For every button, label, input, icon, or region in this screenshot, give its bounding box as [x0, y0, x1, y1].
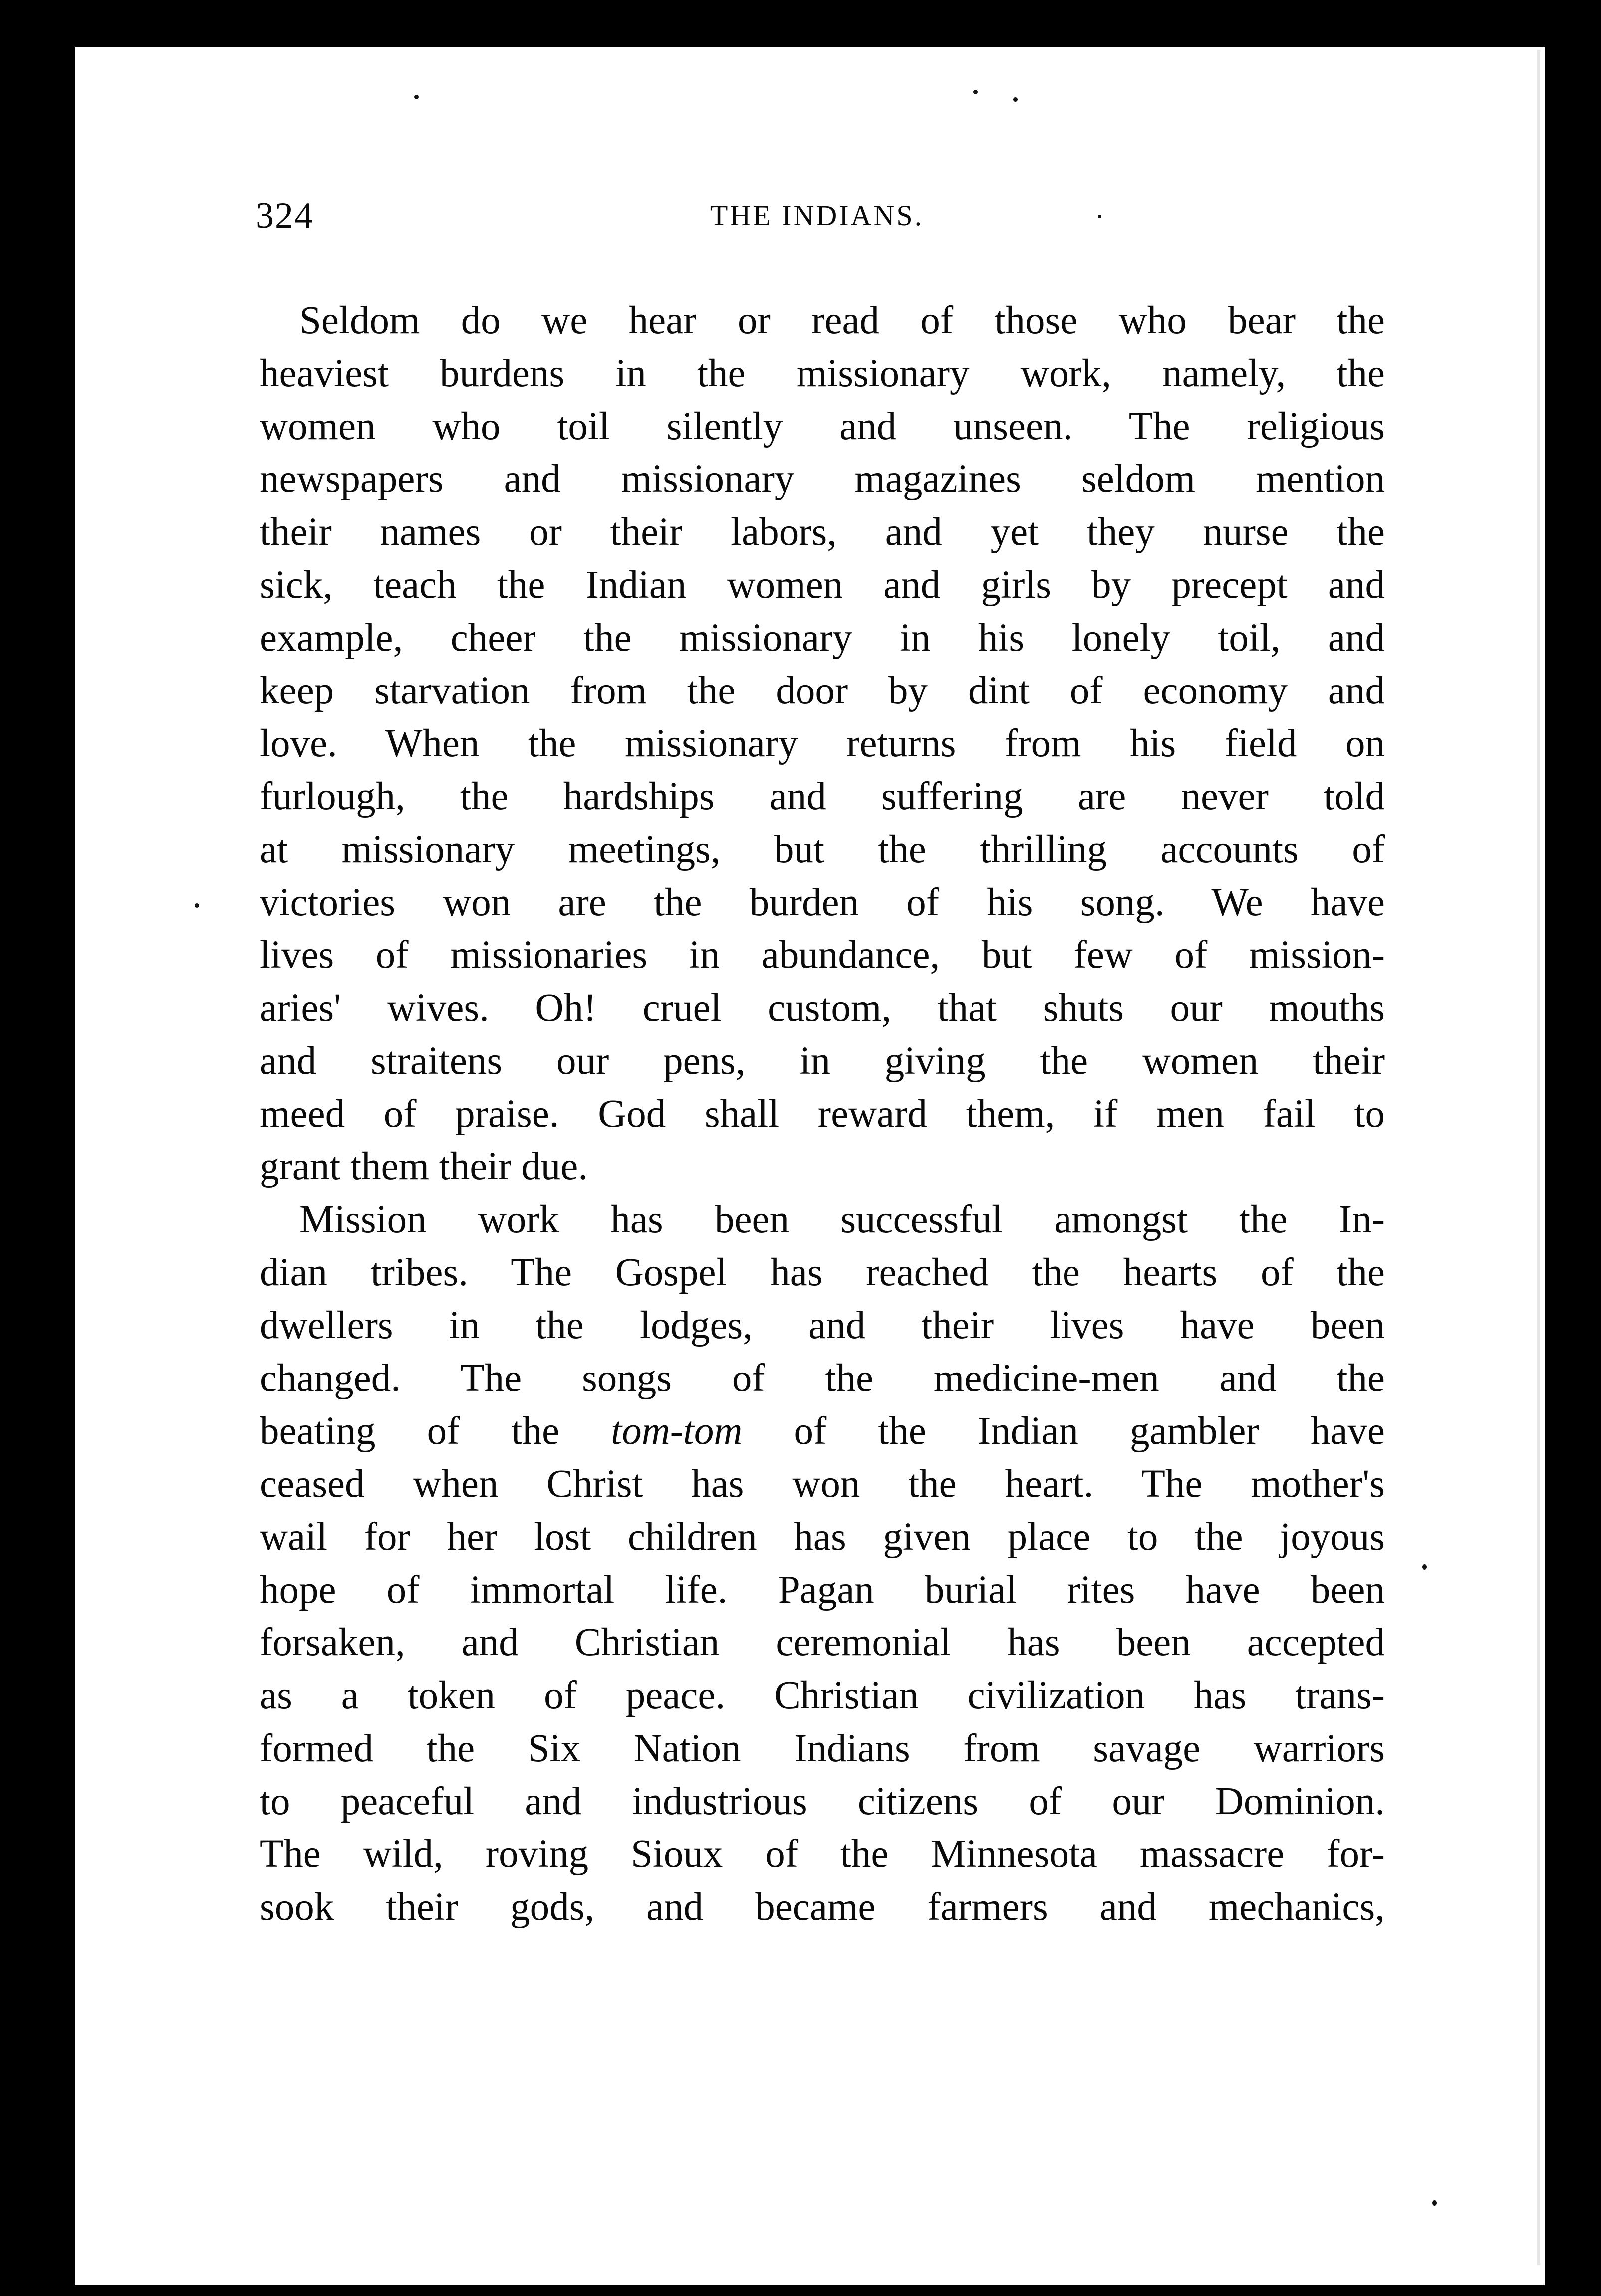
scan-speck [1432, 2200, 1437, 2206]
text-line: heaviest burdens in the missionary work, namely, the [260, 352, 1385, 395]
text-line: at missionary meetings, but the thrilling accounts of [260, 828, 1385, 871]
page-header [256, 195, 1378, 259]
text-line: sick, teach the Indian women and girls by precept and [260, 563, 1385, 607]
scan-speck [1013, 97, 1018, 102]
running-head: THE INDIANS. [710, 199, 924, 231]
text-line: love. When the missionary returns from his field on [260, 722, 1385, 765]
body-text [260, 294, 1385, 1934]
text-line: grant them their due. [260, 1145, 588, 1188]
text-line: furlough, the hardships and suffering are never told [260, 775, 1385, 818]
text-line: victories won are the burden of his song. We have [260, 881, 1385, 924]
scan-speck [1422, 1564, 1427, 1570]
text-line: changed. The songs of the medicine-men and the [260, 1357, 1385, 1400]
text-line: and straitens our pens, in giving the women their [260, 1039, 1385, 1083]
text-line: meed of praise. God shall reward them, if men fail to [260, 1092, 1385, 1136]
text-line: The wild, roving Sioux of the Minnesota massacre for- [260, 1833, 1385, 1876]
paragraph [260, 294, 1385, 1193]
text-line: forsaken, and Christian ceremonial has been accepted [260, 1621, 1385, 1664]
binding-edge [1545, 0, 1601, 2296]
text-line: hope of immortal life. Pagan burial rites have been [260, 1568, 1385, 1611]
text-line: lives of missionaries in abundance, but few of mission- [260, 933, 1385, 977]
text-line: to peaceful and industrious citizens of our Dominion. [260, 1780, 1385, 1823]
text-line: formed the Six Nation Indians from savage warriors [260, 1727, 1385, 1770]
page-number: 324 [256, 195, 314, 236]
scan-speck [195, 903, 199, 908]
text-line: Seldom do we hear or read of those who bear the [299, 299, 1385, 342]
text-line: beating of the tom-tom of the Indian gambler have [260, 1409, 1385, 1453]
text-line: wail for her lost children has given place to the joyous [260, 1515, 1385, 1559]
text-line: sook their gods, and became farmers and mechanics, [260, 1885, 1385, 1929]
text-line: as a token of peace. Christian civilization has trans- [260, 1674, 1385, 1717]
italic-term: tom-tom [611, 1409, 743, 1453]
text-line: keep starvation from the door by dint of economy and [260, 669, 1385, 712]
page-edge [1537, 50, 1540, 2265]
paragraph [260, 1193, 1385, 1934]
text-line: dwellers in the lodges, and their lives have been [260, 1304, 1385, 1347]
text-line: dian tribes. The Gospel has reached the hearts of the [260, 1251, 1385, 1294]
text-line: their names or their labors, and yet they nurse the [260, 510, 1385, 554]
scan-speck [973, 90, 978, 94]
text-line: newspapers and missionary magazines seldom mention [260, 458, 1385, 501]
text-line: ceased when Christ has won the heart. The mother's [260, 1462, 1385, 1506]
text-line: example, cheer the missionary in his lonely toil, and [260, 616, 1385, 660]
scan-speck [414, 95, 419, 99]
text-line: women who toil silently and unseen. The religious [260, 405, 1385, 448]
text-line: Mission work has been successful amongst the In- [299, 1198, 1385, 1241]
text-line: aries' wives. Oh! cruel custom, that shuts our mouths [260, 986, 1385, 1030]
